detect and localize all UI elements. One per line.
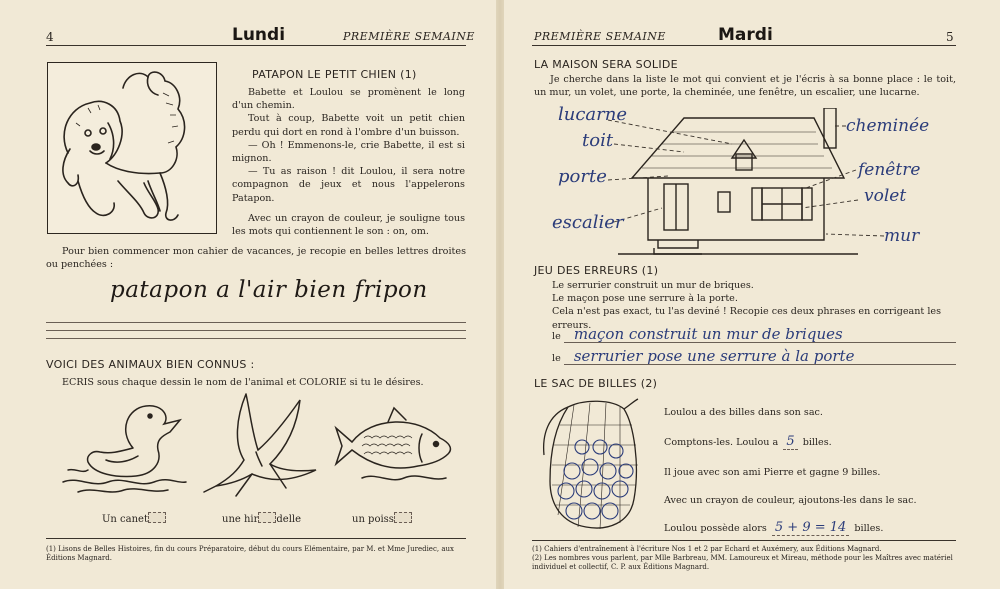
crayon-instruction-block <box>232 212 465 238</box>
writing-line <box>46 322 466 323</box>
errors-title: JEU DES ERREURS (1) <box>534 264 659 277</box>
errors-line: Le serrurier construit un mur de briques. <box>552 280 754 291</box>
cursive-model-sentence: patapon a l'air bien fripon <box>110 277 428 303</box>
marbles-text: Comptons-les. Loulou a <box>664 437 779 448</box>
story-paragraph: — Oh ! Emmenons-le, crie Babette, il est si mignon. <box>232 139 465 165</box>
page-number: 4 <box>46 30 54 44</box>
day-title: Lundi <box>232 25 286 45</box>
footnote: (1) Lisons de Belles Histoires, fin du cours Préparatoire, début du cours Elémentaire, par M. et Mme Jurediec, aux Éditions Magnard. <box>46 545 454 562</box>
marbles-text: Loulou a des billes dans son sac. <box>664 407 823 418</box>
story-paragraph: Tout à coup, Babette voit un petit chien perdu qui dort en rond à l'ombre d'un buisson. <box>232 113 465 138</box>
left-page <box>0 0 496 589</box>
label-mur[interactable]: mur <box>884 226 920 246</box>
footnote-rule <box>532 540 956 541</box>
marbles-line <box>664 430 832 449</box>
header-rule <box>46 45 466 46</box>
story-paragraph: Babette et Loulou se promènent le long d'un chemin. <box>232 87 465 112</box>
copy-instruction: Pour bien commencer mon cahier de vacances, je recopie en belles lettres droites ou penchées : <box>46 246 466 271</box>
caption-text: delle <box>276 514 302 525</box>
label-escalier[interactable]: escalier <box>552 212 624 233</box>
marbles-text: Avec un crayon de couleur, ajoutons-les dans le sac. <box>664 495 917 506</box>
line-prefix: le <box>552 353 561 364</box>
marbles-title: LE SAC DE BILLES (2) <box>534 377 658 390</box>
caption-fish <box>352 512 412 525</box>
corrected-line-1 <box>552 324 956 343</box>
dog-drawing <box>48 63 216 233</box>
swallow-drawing <box>196 388 326 503</box>
crayon-instruction: Avec un crayon de couleur, je souligne tous les mots qui contiennent le son : on, om. <box>232 213 465 238</box>
marbles-line <box>664 516 883 535</box>
label-cheminee[interactable]: cheminée <box>846 116 930 136</box>
answer-box[interactable] <box>258 512 276 523</box>
marbles-line <box>664 460 880 479</box>
animals-instruction: ECRIS sous chaque dessin le nom de l'animal et COLORIE si tu le désires. <box>62 377 424 388</box>
label-porte[interactable]: porte <box>558 166 607 187</box>
story-title: PATAPON LE PETIT CHIEN (1) <box>252 68 417 81</box>
week-title: PREMIÈRE SEMAINE <box>343 30 475 43</box>
right-page <box>504 0 1000 589</box>
marbles-answer[interactable]: 5 + 9 = 14 <box>772 520 849 536</box>
errors-line: Cela n'est pas exact, tu l'as deviné ! Recopie ces deux phrases en corrigeant les erreurs. <box>552 306 942 331</box>
caption-text: une hir <box>222 514 259 525</box>
dog-illustration-box <box>47 62 217 234</box>
week-title: PREMIÈRE SEMAINE <box>534 30 666 43</box>
errors-line: Le maçon pose une serrure à la porte. <box>552 293 738 305</box>
caption-text: un poiss <box>352 514 394 525</box>
marble-bag-drawing <box>538 395 648 535</box>
line-prefix: le <box>552 331 561 342</box>
house-instruction-block <box>534 73 956 99</box>
marbles-text: Il joue avec son ami Pierre et gagne 9 billes. <box>664 467 881 478</box>
caption-swallow <box>222 512 301 525</box>
answer-box[interactable] <box>148 512 166 523</box>
writing-line <box>564 342 956 343</box>
writing-line <box>46 330 466 331</box>
marbles-text: billes. <box>802 437 832 448</box>
corrected-text[interactable]: serrurier pose une serrure à la porte <box>573 347 855 365</box>
story-paragraph: — Tu as raison ! dit Loulou, il sera notre compagnon de jeux et nous l'appelerons Patapon. <box>232 166 465 204</box>
copy-instruction-block <box>46 245 466 271</box>
label-fenetre[interactable]: fenêtre <box>858 160 921 180</box>
marbles-text: Loulou possède alors <box>664 523 767 534</box>
caption-text: Un canet <box>102 514 148 525</box>
story-text <box>232 86 465 205</box>
answer-box[interactable] <box>394 512 412 523</box>
corrected-line-2 <box>552 346 956 365</box>
caption-duckling <box>102 512 166 525</box>
duckling-drawing <box>58 390 188 500</box>
label-volet[interactable]: volet <box>864 186 907 206</box>
label-toit[interactable]: toit <box>582 130 614 151</box>
footnote: (1) Cahiers d'entraînement à l'écriture Nos 1 et 2 par Echard et Auxémery, aux Éditions Magnard. <box>532 545 882 553</box>
writing-line <box>46 338 466 339</box>
footnote-rule <box>46 538 466 539</box>
writing-line <box>564 364 956 365</box>
marbles-answer[interactable]: 5 <box>783 434 797 450</box>
day-title: Mardi <box>718 25 773 45</box>
animals-title: VOICI DES ANIMAUX BIEN CONNUS : <box>46 358 255 371</box>
marbles-line <box>664 488 917 507</box>
marbles-line <box>664 400 823 419</box>
corrected-text[interactable]: maçon construit un mur de briques <box>573 325 843 343</box>
house-title: LA MAISON SERA SOLIDE <box>534 58 678 71</box>
header-rule <box>532 45 956 46</box>
footnote-block <box>46 545 466 563</box>
footnote: (2) Les nombres vous parlent, par Mlle Barbreau, MM. Lamoureux et Mireau, méthode pour les Maîtres avec matériel individuel et collectif, C. P. aux Éditions Magnard. <box>532 554 953 571</box>
footnote-block <box>532 545 958 572</box>
marbles-text: billes. <box>854 523 884 534</box>
label-lucarne[interactable]: lucarne <box>558 104 628 125</box>
page-number: 5 <box>946 30 954 44</box>
house-instruction: Je cherche dans la liste le mot qui convient et je l'écris à sa bonne place : le toit, un mur, un volet, une porte, la cheminée, une fenêtre, un escalier, une lucarne. <box>534 74 956 99</box>
fish-drawing <box>332 402 462 502</box>
